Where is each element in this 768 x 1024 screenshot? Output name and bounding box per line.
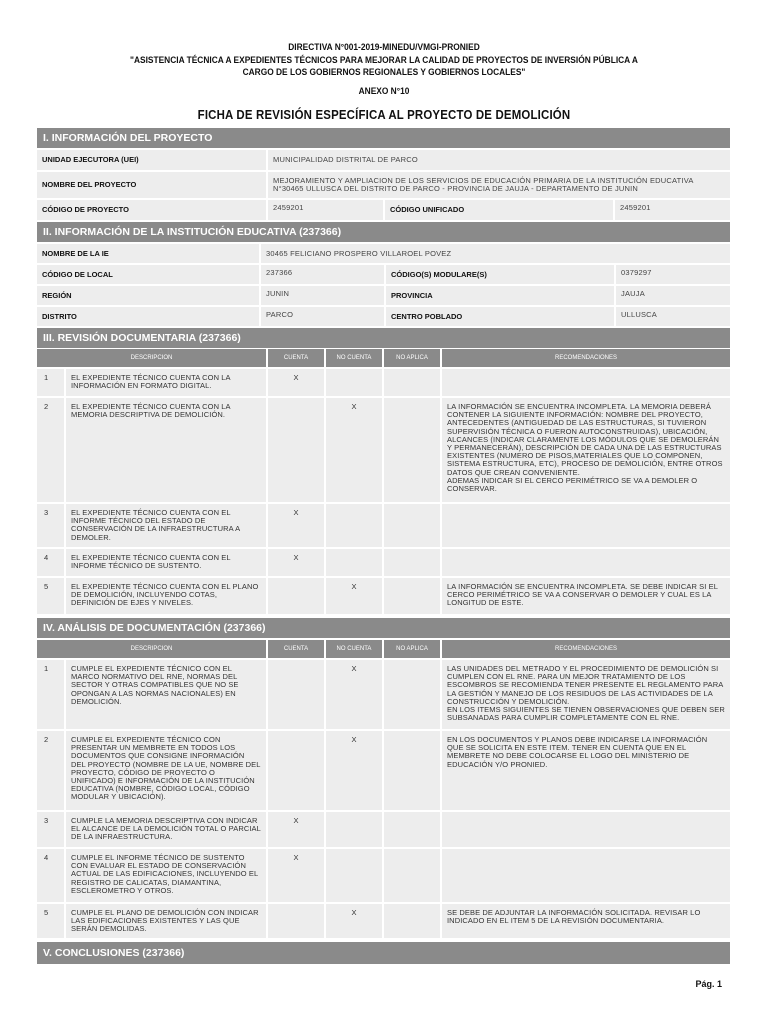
codigo-local-value: 237366 [261, 265, 384, 284]
no-aplica-mark [384, 904, 440, 938]
col-recomendaciones: RECOMENDACIONES [442, 640, 730, 658]
ie-name-label: NOMBRE DE LA IE [37, 244, 259, 263]
table-row-description: EL EXPEDIENTE TÉCNICO CUENTA CON EL INFORME TÉCNICO DE SUSTENTO. [66, 549, 266, 576]
codigo-modular-value: 0379297 [616, 265, 730, 284]
provincia-label: PROVINCIA [386, 286, 614, 305]
table-row-description: EL EXPEDIENTE TÉCNICO CUENTA CON LA MEMORIA DESCRIPTIVA DE DEMOLICIÓN. [66, 398, 266, 502]
centro-poblado-value: ULLUSCA [616, 307, 730, 326]
codigo-unificado-label: CÓDIGO UNIFICADO [385, 200, 613, 220]
table-row-number: 4 [37, 549, 64, 576]
table-row-number: 4 [37, 849, 64, 902]
table-row-number: 1 [37, 369, 64, 396]
cuenta-mark: X [268, 549, 324, 576]
centro-poblado-label: CENTRO POBLADO [386, 307, 614, 326]
no-cuenta-mark: X [326, 731, 382, 810]
table-row-description: EL EXPEDIENTE TÉCNICO CUENTA CON EL PLANO DE DEMOLICIÓN, INCLUYENDO COTAS, DEFINICIÓN DE EJES Y NIVELES. [66, 578, 266, 614]
no-cuenta-mark [326, 504, 382, 547]
col-no-cuenta: NO CUENTA [326, 349, 382, 367]
recommendation: LA INFORMACIÓN SE ENCUENTRA INCOMPLETA. LA MEMORIA DEBERÁ CONTENER LA SIGUIENTE INFORMACIÓN: NOMBRE DEL PROYECTO, ANTECEDENTES (ANTIGUEDAD DE LAS ESTRUCTURAS, SI TUVIERON SUPERVISIÓN TÉCNICA O FUERON AUTOCONSTRUIDAS), UBICACIÓN, ALCANCES (INDICAR CLARAMENTE LOS MÓDULOS QUE SE DEMOLERÁN Y PERMANECERÁN), DESCRIPCIÓN DE CADA UNA DE LAS ESTRUCTURAS EXISTENTES (NUMERO DE PISOS,MATERIALES QUE LO COMPONEN, SISTEMA ESTRUCTURA, ETC), PROCESO DE DEMOLICIÓN, ENTRE OTROS DATOS QUE CREAN CONVENIENTE. ADEMAS INDICAR SI EL CERCO PERIMÉTRICO SE VA A DEMOLER O CONSERVAR. [442, 398, 730, 502]
annex-label: ANEXO N°10 [358, 86, 410, 97]
col-no-aplica: NO APLICA [384, 349, 440, 367]
no-cuenta-mark: X [326, 578, 382, 614]
no-aplica-mark [384, 369, 440, 396]
no-aplica-mark [384, 549, 440, 576]
table-row-number: 2 [37, 398, 64, 502]
recommendation [442, 504, 730, 547]
col-recomendaciones: RECOMENDACIONES [442, 349, 730, 367]
directive-title: DIRECTIVA N°001-2019-MINEDU/VMGI-PRONIED [288, 42, 480, 53]
recommendation: SE DEBE DE ADJUNTAR LA INFORMACIÓN SOLICITADA. REVISAR LO INDICADO EN EL ITEM 5 DE LA REVISIÓN DOCUMENTARIA. [442, 904, 730, 938]
codigo-unificado-value: 2459201 [615, 200, 730, 220]
table-row-description: CUMPLE EL PLANO DE DEMOLICIÓN CON INDICAR LAS EDIFICACIONES EXISTENTES Y LAS QUE SERÁN DEMOLIDAS. [66, 904, 266, 938]
section-3-header: III. REVISIÓN DOCUMENTARIA (237366) [37, 328, 730, 348]
col-no-cuenta: NO CUENTA [326, 640, 382, 658]
recommendation [442, 549, 730, 576]
recommendation [442, 369, 730, 396]
col-descripcion: DESCRIPCION [37, 349, 266, 367]
table-row-number: 3 [37, 504, 64, 547]
codigo-proyecto-label: CÓDIGO DE PROYECTO [37, 200, 266, 220]
recommendation: LA INFORMACIÓN SE ENCUENTRA INCOMPLETA. SE DEBE INDICAR SI EL CERCO PERIMÉTRICO SE VA A CONSERVAR O DEMOLER Y CUAL ES LA LONGITUD DE ESTE. [442, 578, 730, 614]
nombre-proyecto-value: MEJORAMIENTO Y AMPLIACION DE LOS SERVICIOS DE EDUCACIÓN PRIMARIA DE LA INSTITUCIÓN EDUCATIVA N°30465 ULLUSCA DEL DISTRITO DE PARCO - PROVINCIA DE JAUJA - DEPARTAMENTO DE JUNIN [268, 172, 730, 198]
section-5-header: V. CONCLUSIONES (237366) [37, 942, 730, 964]
ficha-title: FICHA DE REVISIÓN ESPECÍFICA AL PROYECTO DE DEMOLICIÓN [197, 107, 571, 122]
cuenta-mark: X [268, 369, 324, 396]
no-aplica-mark [384, 849, 440, 902]
col-no-aplica: NO APLICA [384, 640, 440, 658]
table-row-description: CUMPLE EL INFORME TÉCNICO DE SUSTENTO CON EVALUAR EL ESTADO DE CONSERVACIÓN ACTUAL DE LAS EDIFICACIONES, INCLUYENDO EL REGISTRO DE CALICATAS, DIAMANTINA, ESCLEROMETRO Y OTROS. [66, 849, 266, 902]
table-row-number: 5 [37, 578, 64, 614]
table-row-description: CUMPLE EL EXPEDIENTE TÉCNICO CON PRESENTAR UN MEMBRETE EN TODOS LOS DOCUMENTOS QUE CONSIGNE INFORMACIÓN DEL PROYECTO (NOMBRE DE LA UE, NOMBRE DEL PROYECTO, CÓDIGO DE PROYECTO O UNIFICADO) E INFORMACIÓN DE LA INSTITUCIÓN EDUCATIVA (NOMBRE, CÓDIGO LOCAL, CÓDIGO MODULAR Y UBICACIÓN). [66, 731, 266, 810]
no-cuenta-mark [326, 549, 382, 576]
section-2-header: II. INFORMACIÓN DE LA INSTITUCIÓN EDUCATIVA (237366) [37, 222, 730, 242]
recommendation [442, 812, 730, 847]
nombre-proyecto-label: NOMBRE DEL PROYECTO [37, 172, 266, 198]
col-cuenta: CUENTA [268, 640, 324, 658]
cuenta-mark [268, 578, 324, 614]
no-aplica-mark [384, 578, 440, 614]
no-cuenta-mark [326, 369, 382, 396]
distrito-label: DISTRITO [37, 307, 259, 326]
page-number: Pág. 1 [695, 979, 722, 989]
recommendation: LAS UNIDADES DEL METRADO Y EL PROCEDIMIENTO DE DEMOLICIÓN SI CUMPLEN CON EL RNE. PARA UN MEJOR TRATAMIENTO DE LOS ESCOMBROS SE RECOMIENDA TENER PRESENTE EL REGLAMENTO PARA LA GESTIÓN Y MANEJO DE LOS RESIDUOS DE LAS ACTIVIDADES DE LA CONSTRUCCIÓN Y DEMOLICIÓN. EN LOS ITEMS SIGUIENTES SE TIENEN OBSERVACIONES QUE DEBEN SER SUBSANADAS PARA CUMPLIR COMPLETAMENTE CON EL RNE. [442, 660, 730, 729]
no-cuenta-mark: X [326, 398, 382, 502]
table-row-description: CUMPLE LA MEMORIA DESCRIPTIVA CON INDICAR EL ALCANCE DE LA DEMOLICIÓN TOTAL O PARCIAL DE LA INFRAESTRUCTURA. [66, 812, 266, 847]
no-aplica-mark [384, 660, 440, 729]
no-aplica-mark [384, 731, 440, 810]
cuenta-mark: X [268, 849, 324, 902]
no-aplica-mark [384, 504, 440, 547]
cuenta-mark [268, 731, 324, 810]
col-descripcion: DESCRIPCION [37, 640, 266, 658]
unidad-value: MUNICIPALIDAD DISTRITAL DE PARCO [268, 150, 730, 170]
distrito-value: PARCO [261, 307, 384, 326]
provincia-value: JAUJA [616, 286, 730, 305]
recommendation [442, 849, 730, 902]
table-row-description: EL EXPEDIENTE TÉCNICO CUENTA CON LA INFORMACIÓN EN FORMATO DIGITAL. [66, 369, 266, 396]
region-label: REGIÓN [37, 286, 259, 305]
section-4-header: IV. ANÁLISIS DE DOCUMENTACIÓN (237366) [37, 618, 730, 638]
codigo-local-label: CÓDIGO DE LOCAL [37, 265, 259, 284]
cuenta-mark [268, 398, 324, 502]
col-cuenta: CUENTA [268, 349, 324, 367]
cuenta-mark: X [268, 504, 324, 547]
codigo-modular-label: CÓDIGO(S) MODULARE(S) [386, 265, 614, 284]
cuenta-mark: X [268, 812, 324, 847]
ie-name-value: 30465 FELICIANO PROSPERO VILLAROEL POVEZ [261, 244, 730, 263]
table-row-number: 1 [37, 660, 64, 729]
table-row-description: EL EXPEDIENTE TÉCNICO CUENTA CON EL INFORME TÉCNICO DEL ESTADO DE CONSERVACIÓN DE LA INFRAESTRUCTURA A DEMOLER. [66, 504, 266, 547]
cuenta-mark [268, 904, 324, 938]
codigo-proyecto-value: 2459201 [268, 200, 383, 220]
table-row-number: 2 [37, 731, 64, 810]
table-row-description: CUMPLE EL EXPEDIENTE TÉCNICO CON EL MARCO NORMATIVO DEL RNE, NORMAS DEL SECTOR Y OTRAS COMPATIBLES QUE NO SE OPONGAN A LAS NORMAS NACIONALES) EN DEMOLICIÓN. [66, 660, 266, 729]
no-aplica-mark [384, 812, 440, 847]
no-cuenta-mark: X [326, 660, 382, 729]
directive-subtitle-line2: CARGO DE LOS GOBIERNOS REGIONALES Y GOBIERNOS LOCALES" [242, 67, 526, 78]
no-cuenta-mark: X [326, 904, 382, 938]
directive-subtitle-line1: "ASISTENCIA TÉCNICA A EXPEDIENTES TÉCNICOS PARA MEJORAR LA CALIDAD DE PROYECTOS DE INVERSIÓN PÚBLICA A [130, 55, 638, 66]
section-1-header: I. INFORMACIÓN DEL PROYECTO [37, 128, 730, 148]
table-row-number: 3 [37, 812, 64, 847]
region-value: JUNIN [261, 286, 384, 305]
recommendation: EN LOS DOCUMENTOS Y PLANOS DEBE INDICARSE LA INFORMACIÓN QUE SE SOLICITA EN ESTE ITEM. TENER EN CUENTA QUE EN EL MEMBRETE NO DEBE COLOCARSE EL LOGO DEL MINISTERIO DE EDUCACIÓN Y/O PRONIED. [442, 731, 730, 810]
unidad-label: UNIDAD EJECUTORA (UEI) [37, 150, 266, 170]
table-row-number: 5 [37, 904, 64, 938]
no-aplica-mark [384, 398, 440, 502]
no-cuenta-mark [326, 812, 382, 847]
cuenta-mark [268, 660, 324, 729]
no-cuenta-mark [326, 849, 382, 902]
